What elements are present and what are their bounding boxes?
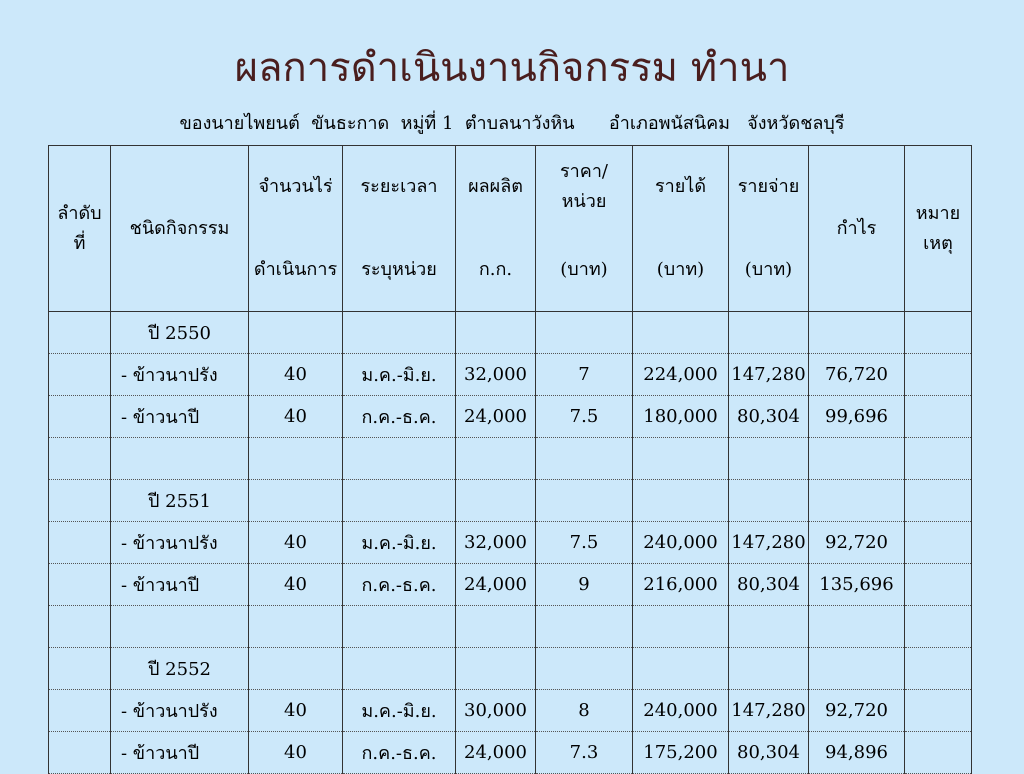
cell-rai: [249, 438, 343, 480]
header-profit-label: กำไร: [836, 217, 877, 239]
cell-rai: [249, 606, 343, 648]
cell-price: 7.5: [536, 396, 633, 438]
cell-expense: [729, 312, 809, 354]
cell-income: [633, 480, 729, 522]
header-period-line1: ระยะเวลา: [360, 176, 438, 197]
cell-activity: - ข้าวนาปรัง: [111, 690, 249, 732]
cell-activity: ปี 2551: [111, 480, 249, 522]
cell-activity: - ข้าวนาปี: [111, 396, 249, 438]
activity-table: [48, 145, 972, 774]
cell-price: [536, 606, 633, 648]
cell-no: [49, 606, 111, 648]
cell-yield: 32,000: [456, 522, 536, 564]
table-row: [49, 480, 972, 522]
cell-activity: - ข้าวนาปี: [111, 564, 249, 606]
table-row: [49, 690, 972, 732]
table-row: [49, 522, 972, 564]
cell-expense: 80,304: [729, 396, 809, 438]
cell-remark: [905, 522, 972, 564]
cell-income: 240,000: [633, 522, 729, 564]
cell-period: ม.ค.-มิ.ย.: [343, 354, 456, 396]
cell-expense: [729, 606, 809, 648]
cell-profit: 99,696: [809, 396, 905, 438]
table-row: [49, 396, 972, 438]
cell-price: [536, 312, 633, 354]
cell-income: [633, 312, 729, 354]
cell-no: [49, 438, 111, 480]
table-row: [49, 732, 972, 774]
cell-period: ม.ค.-มิ.ย.: [343, 522, 456, 564]
cell-yield: [456, 648, 536, 690]
cell-period: ก.ค.-ธ.ค.: [343, 396, 456, 438]
header-price-line2: หน่วย: [561, 191, 607, 212]
header-rai-line2: ดำเนินการ: [253, 258, 338, 280]
page-title: ผลการดำเนินงานกิจกรรม ทำนา: [234, 45, 790, 91]
cell-activity: ปี 2552: [111, 648, 249, 690]
cell-remark: [905, 438, 972, 480]
cell-remark: [905, 648, 972, 690]
cell-period: ม.ค.-มิ.ย.: [343, 690, 456, 732]
cell-activity: [111, 606, 249, 648]
cell-income: 180,000: [633, 396, 729, 438]
cell-period: [343, 312, 456, 354]
cell-yield: 24,000: [456, 396, 536, 438]
cell-remark: [905, 564, 972, 606]
cell-rai: 40: [249, 396, 343, 438]
table-row: [49, 564, 972, 606]
cell-period: ก.ค.-ธ.ค.: [343, 732, 456, 774]
cell-profit: 94,896: [809, 732, 905, 774]
cell-expense: 80,304: [729, 732, 809, 774]
cell-price: 8: [536, 690, 633, 732]
cell-period: [343, 606, 456, 648]
cell-profit: [809, 438, 905, 480]
cell-yield: [456, 312, 536, 354]
cell-income: [633, 606, 729, 648]
cell-remark: [905, 480, 972, 522]
cell-yield: 24,000: [456, 564, 536, 606]
cell-activity: - ข้าวนาปรัง: [111, 522, 249, 564]
cell-profit: [809, 648, 905, 690]
header-rai: [249, 146, 343, 312]
cell-period: ก.ค.-ธ.ค.: [343, 564, 456, 606]
page-subtitle: ของนายไพยนต์ ขันธะกาด หมู่ที่ 1 ตำบลนาวังหิน อำเภอพนัสนิคม จังหวัดชลบุรี: [179, 113, 845, 134]
header-no-line2: ที่: [73, 232, 86, 254]
header-period: [343, 146, 456, 312]
cell-remark: [905, 396, 972, 438]
cell-price: 7.3: [536, 732, 633, 774]
cell-profit: [809, 312, 905, 354]
cell-profit: [809, 480, 905, 522]
cell-activity: - ข้าวนาปี: [111, 732, 249, 774]
cell-yield: 24,000: [456, 732, 536, 774]
cell-profit: 92,720: [809, 690, 905, 732]
header-yield: [456, 146, 536, 312]
cell-rai: 40: [249, 354, 343, 396]
header-period-line2: ระบุหน่วย: [361, 258, 437, 280]
cell-income: 175,200: [633, 732, 729, 774]
cell-period: [343, 438, 456, 480]
header-price-line1: ราคา/: [560, 161, 608, 182]
table-body: [49, 312, 972, 774]
cell-income: 224,000: [633, 354, 729, 396]
cell-no: [49, 648, 111, 690]
cell-profit: 76,720: [809, 354, 905, 396]
table-row: [49, 354, 972, 396]
cell-price: 9: [536, 564, 633, 606]
header-rai-line1: จำนวนไร่: [258, 176, 333, 197]
cell-yield: 30,000: [456, 690, 536, 732]
cell-remark: [905, 606, 972, 648]
cell-yield: 32,000: [456, 354, 536, 396]
cell-period: [343, 648, 456, 690]
cell-income: [633, 438, 729, 480]
cell-expense: [729, 480, 809, 522]
cell-expense: 147,280: [729, 354, 809, 396]
cell-period: [343, 480, 456, 522]
cell-activity: [111, 438, 249, 480]
cell-price: [536, 648, 633, 690]
table-header-row: [49, 146, 972, 312]
cell-rai: 40: [249, 564, 343, 606]
header-expense: [729, 146, 809, 312]
cell-no: [49, 522, 111, 564]
cell-no: [49, 396, 111, 438]
cell-expense: [729, 438, 809, 480]
header-income: [633, 146, 729, 312]
cell-no: [49, 732, 111, 774]
cell-rai: [249, 648, 343, 690]
header-income-line2: (บาท): [656, 258, 705, 280]
cell-rai: 40: [249, 522, 343, 564]
cell-income: [633, 648, 729, 690]
cell-price: [536, 438, 633, 480]
cell-profit: [809, 606, 905, 648]
table-row: [49, 606, 972, 648]
table-row: [49, 438, 972, 480]
cell-profit: 92,720: [809, 522, 905, 564]
cell-expense: 80,304: [729, 564, 809, 606]
header-yield-line1: ผลผลิต: [468, 176, 523, 197]
header-expense-line2: (บาท): [744, 258, 793, 280]
header-no: [49, 146, 111, 312]
header-yield-line2: ก.ก.: [478, 258, 513, 280]
cell-rai: [249, 480, 343, 522]
cell-yield: [456, 480, 536, 522]
header-remark-line2: เหตุ: [923, 232, 953, 254]
header-no-line1: ลำดับ: [57, 202, 102, 224]
cell-remark: [905, 354, 972, 396]
cell-remark: [905, 690, 972, 732]
cell-no: [49, 480, 111, 522]
cell-remark: [905, 732, 972, 774]
cell-no: [49, 690, 111, 732]
cell-income: 240,000: [633, 690, 729, 732]
header-income-line1: รายได้: [654, 176, 707, 197]
cell-price: [536, 480, 633, 522]
cell-activity: - ข้าวนาปรัง: [111, 354, 249, 396]
header-expense-line1: รายจ่าย: [737, 176, 800, 197]
cell-yield: [456, 438, 536, 480]
cell-profit: 135,696: [809, 564, 905, 606]
cell-expense: 147,280: [729, 522, 809, 564]
header-profit: [809, 146, 905, 312]
header-price: [536, 146, 633, 312]
cell-yield: [456, 606, 536, 648]
cell-remark: [905, 312, 972, 354]
header-remark-line1: หมาย: [915, 202, 961, 224]
header-price-line3: (บาท): [560, 258, 608, 280]
cell-income: 216,000: [633, 564, 729, 606]
table-row: [49, 648, 972, 690]
cell-expense: 147,280: [729, 690, 809, 732]
cell-price: 7.5: [536, 522, 633, 564]
header-activity-label: ชนิดกิจกรรม: [129, 217, 230, 239]
cell-no: [49, 564, 111, 606]
header-remark: [905, 146, 972, 312]
header-activity: [111, 146, 249, 312]
cell-rai: [249, 312, 343, 354]
cell-activity: ปี 2550: [111, 312, 249, 354]
cell-price: 7: [536, 354, 633, 396]
table-row: [49, 312, 972, 354]
cell-no: [49, 354, 111, 396]
cell-no: [49, 312, 111, 354]
cell-rai: 40: [249, 732, 343, 774]
cell-rai: 40: [249, 690, 343, 732]
cell-expense: [729, 648, 809, 690]
